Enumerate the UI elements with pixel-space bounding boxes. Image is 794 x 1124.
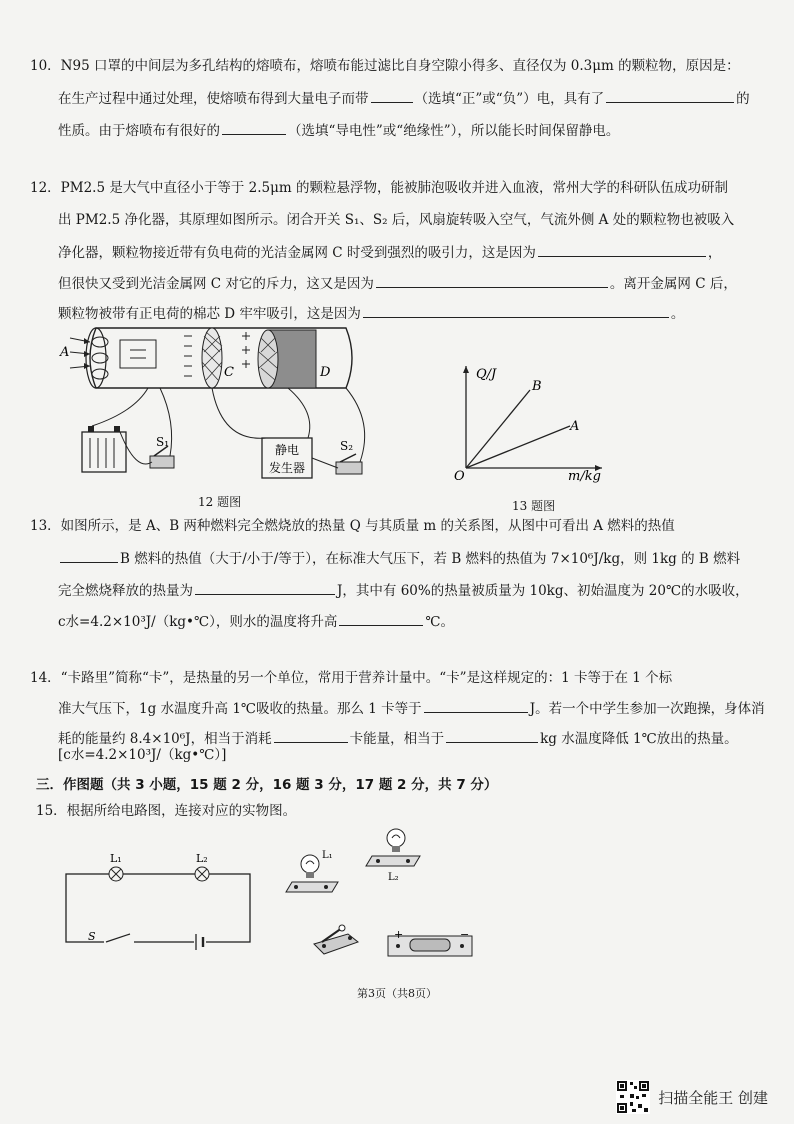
q12-line1: 12．PM2.5 是大气中直径小于等于 2.5μm 的颗粒悬浮物，能被肺泡吸收并进入血液，常州大学的科研队伍成功研制 bbox=[30, 180, 728, 196]
svg-text:静电: 静电 bbox=[274, 443, 300, 457]
q10-line3: 性质。由于熔喷布有很好的 （选填“导电性”或“绝缘性”），所以能长时间保留静电。 bbox=[58, 120, 619, 141]
q14-line4: [c水=4.2×10³J/（kg•℃）] bbox=[58, 747, 227, 763]
q12-line2: 出 PM2.5 净化器，其原理如图所示。闭合开关 S₁、S₂ 后，风扇旋转吸入空气，气流外侧 A 处的颗粒物也被吸入 bbox=[58, 212, 735, 228]
svg-text:+: + bbox=[394, 928, 404, 941]
blank-charge-sign[interactable] bbox=[371, 88, 413, 103]
qr-code-icon bbox=[616, 1080, 650, 1114]
y-axis-label: Q/J bbox=[476, 367, 497, 382]
label-A: A bbox=[570, 419, 580, 434]
caption-fig13: 13 题图 bbox=[512, 499, 556, 513]
label-S: S bbox=[88, 930, 96, 943]
page-footer: 第3页（共8页） bbox=[357, 987, 437, 1000]
q13-line1: 13．如图所示，是 A、B 两种燃料完全燃烧放的热量 Q 与其质量 m 的关系图，从图中可看出 A 燃料的热值 bbox=[30, 518, 675, 534]
switch-S2 bbox=[336, 454, 362, 474]
section-3-heading: 三．作图题（共 3 小题，15 题 2 分，16 题 3 分，17 题 2 分，共 7 分） bbox=[36, 777, 498, 793]
label-A: A bbox=[60, 345, 70, 360]
label-L2-component: L₂ bbox=[388, 872, 399, 883]
scanner-stamp bbox=[616, 1080, 768, 1114]
q12-line4: 但很快又受到光洁金属网 C 对它的斥力，这又是因为 。离开金属网 C 后， bbox=[58, 273, 737, 294]
blank-temp-rise[interactable] bbox=[339, 611, 423, 626]
figure-12-purifier bbox=[56, 322, 386, 488]
airflow-arrows bbox=[70, 338, 90, 369]
q13-line4: c水=4.2×10³J/（kg•℃），则水的温度将升高 ℃。 bbox=[58, 611, 454, 632]
battery-holder bbox=[388, 928, 472, 956]
label-B: B bbox=[532, 379, 542, 394]
q13-line3: 完全燃烧释放的热量为 J，其中有 60%的热量被质量为 10kg、初始温度为 20℃的水吸收， bbox=[58, 580, 749, 601]
cotton-core-D bbox=[258, 330, 316, 388]
q14-line2: 准大气压下，1g 水温度升高 1℃吸收的热量。那么 1 卡等于 J。若一个中学生参加一次跑操，身体消 bbox=[58, 698, 765, 719]
q12-line3: 净化器，颗粒物接近带有负电荷的光洁金属网 C 时受到强烈的吸引力，这是因为 ， bbox=[58, 242, 721, 263]
q10-line1: 10．N95 口罩的中间层为多孔结构的熔喷布，熔喷布能过滤比自身空隙小得多、直径仅为 0.3μm 的颗粒物，原因是： bbox=[30, 58, 740, 74]
label-S2: S₂ bbox=[340, 439, 354, 453]
figure-15-components bbox=[284, 824, 484, 984]
knife-switch bbox=[314, 925, 358, 954]
label-L1-component: L₁ bbox=[322, 850, 333, 861]
bulb-L2 bbox=[366, 829, 420, 866]
line-A bbox=[466, 426, 570, 468]
origin-label: O bbox=[454, 469, 465, 484]
label-S1: S₁ bbox=[156, 435, 170, 449]
blank-q12-1[interactable] bbox=[538, 242, 706, 257]
svg-text:−: − bbox=[460, 928, 470, 941]
q14-line3: 耗的能量约 8.4×10⁶J，相当于消耗 卡能量，相当于 kg 水温度降低 1℃放出的热量。 bbox=[58, 728, 738, 749]
blank-calories[interactable] bbox=[274, 728, 348, 743]
caption-fig12: 12 题图 bbox=[198, 495, 242, 509]
x-axis-label: m/kg bbox=[568, 469, 601, 484]
q13-line2: B 燃料的热值（大于/小于/等于），在标准大气压下，若 B 燃料的热值为 7×10⁶J/kg，则 1kg 的 B 燃料 bbox=[58, 548, 740, 569]
q10-line2: 在生产过程中通过处理，使熔喷布得到大量电子而带 （选填“正”或“负”）电，具有了 的 bbox=[58, 88, 750, 109]
blank-property[interactable] bbox=[606, 88, 734, 103]
label-L2: L₂ bbox=[196, 852, 208, 865]
svg-text:发生器: 发生器 bbox=[268, 461, 306, 475]
blank-q12-3[interactable] bbox=[363, 303, 669, 318]
blank-calorie-joule[interactable] bbox=[424, 698, 528, 713]
blank-heat[interactable] bbox=[195, 580, 335, 595]
blank-compare[interactable] bbox=[60, 548, 118, 563]
blank-q12-2[interactable] bbox=[376, 273, 608, 288]
label-L1: L₁ bbox=[110, 852, 122, 865]
blank-water-mass[interactable] bbox=[446, 728, 538, 743]
blank-conductivity[interactable] bbox=[222, 120, 286, 135]
figure-15-circuit bbox=[56, 850, 266, 950]
figure-13-graph bbox=[452, 356, 612, 488]
switch-S1 bbox=[150, 446, 174, 468]
static-generator bbox=[262, 438, 312, 478]
line-B bbox=[466, 390, 530, 468]
q12-line5: 颗粒物被带有正电荷的棉芯 D 牢牢吸引，这是因为 。 bbox=[58, 303, 684, 324]
metal-mesh-C bbox=[202, 328, 222, 388]
label-C: C bbox=[224, 365, 234, 380]
q14-line1: 14．“卡路里”简称“卡”，是热量的另一个单位，常用于营养计量中。“卡”是这样规定的：1 卡等于在 1 个标 bbox=[30, 670, 673, 686]
label-D: D bbox=[320, 365, 331, 380]
battery bbox=[82, 426, 126, 472]
q15-text: 15．根据所给电路图，连接对应的实物图。 bbox=[36, 803, 297, 819]
scanner-stamp-text: 扫描全能王 创建 bbox=[658, 1088, 768, 1107]
